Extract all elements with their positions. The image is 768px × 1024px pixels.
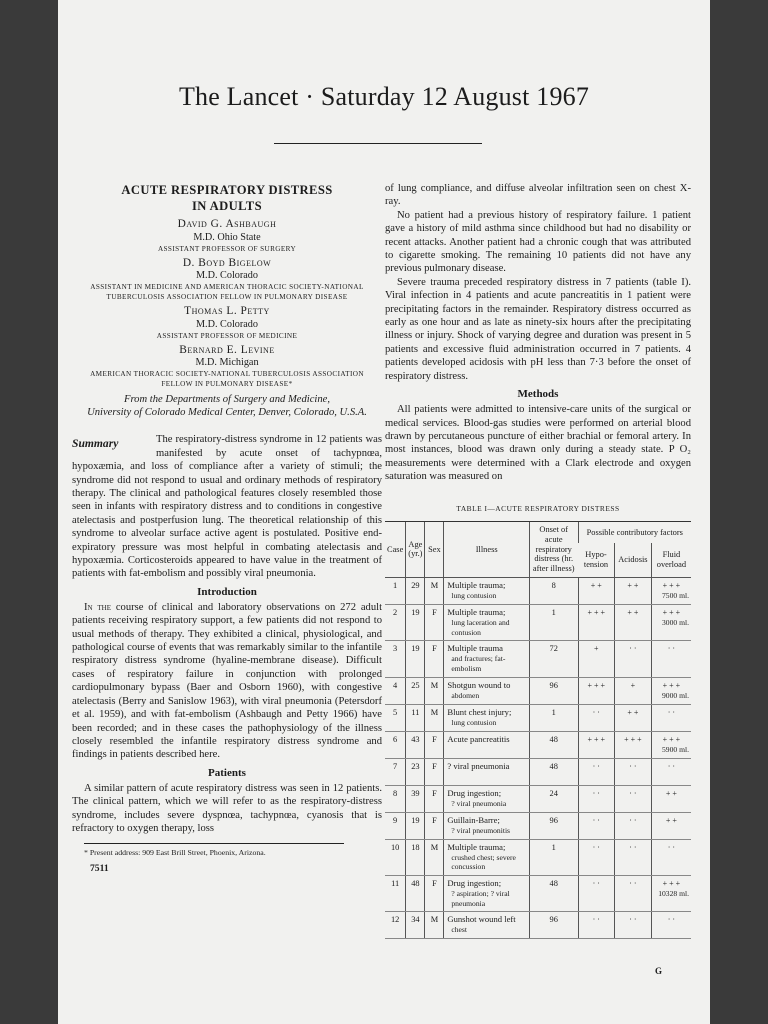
cell-hypotension: · · [578, 912, 615, 939]
header-illness: Illness [444, 521, 530, 577]
header-age: Age (yr.) [406, 521, 425, 577]
right-paragraph-3: Severe trauma preceded respiratory distress in 7 patients (table I). Viral infection in 4 patients and acute pancreatitis in 1 patient were precipitating factors in the remainder. Respiratory distress occurred as early as one hour and as late as ninety-six hours after the precipitating illness or injury. Shock of varying degree and duration was present in 5 patients and excessive fluid administration occurred in 7 patients. 4 patients developed acidosis with pH less than 7·3 before the onset of respiratory distress. [385, 276, 691, 382]
cell-hypotension: + + + [578, 677, 615, 704]
signature-mark: G [654, 966, 662, 976]
cell-fluid-overload: · · [651, 839, 691, 875]
cell-acidosis: · · [615, 812, 652, 839]
journal-masthead: The Lancet · Saturday 12 August 1967 [178, 82, 590, 111]
footnote: * Present address: 909 East Brill Street, Phoenix, Arizona. [84, 848, 266, 858]
cell-onset: 72 [529, 641, 578, 677]
header-factors: Possible contributory factors [578, 521, 691, 543]
cell-onset: 24 [529, 785, 578, 812]
cell-case: 8 [385, 785, 406, 812]
cell-case: 5 [385, 704, 406, 731]
author-block-1 [72, 218, 382, 254]
cell-illness: Shotgun wound to abdomen [444, 677, 530, 704]
cell-onset: 48 [529, 876, 578, 912]
cell-acidosis: · · [615, 785, 652, 812]
table-row [385, 876, 691, 912]
title-line-1: ACUTE RESPIRATORY DISTRESS [121, 183, 333, 197]
header-onset: Onset of acute respiratory distress (hr. after illness) [529, 521, 578, 577]
cell-acidosis: + + [615, 604, 652, 640]
cell-illness: ? viral pneumonia [444, 758, 530, 785]
author-degree: M.D. Colorado [196, 318, 258, 330]
cell-age: 34 [406, 912, 425, 939]
masthead-rule [274, 143, 482, 144]
header-sex: Sex [425, 521, 444, 577]
cell-hypotension: + + [578, 577, 615, 604]
cell-age: 19 [406, 604, 425, 640]
cell-acidosis: + + [615, 577, 652, 604]
cell-hypotension: · · [578, 758, 615, 785]
cell-hypotension: · · [578, 704, 615, 731]
cell-age: 19 [406, 641, 425, 677]
cell-fluid-overload: + + [651, 785, 691, 812]
author-post: ASSISTANT IN MEDICINE AND AMERICAN THORACIC SOCIETY-NATIONAL TUBERCULOSIS ASSOCIATION FELLOW IN PULMONARY DISEASE [90, 283, 364, 302]
cell-acidosis: · · [615, 876, 652, 912]
cell-fluid-overload: · · [651, 641, 691, 677]
introduction-heading: Introduction [197, 585, 257, 598]
author-degree: M.D. Michigan [195, 357, 259, 369]
cell-case: 6 [385, 731, 406, 758]
cell-onset: 96 [529, 812, 578, 839]
patients-text: A similar pattern of acute respiratory distress was seen in 12 patients. The clinical pattern, which we will refer to as the respiratory-distress syndrome, includes severe dyspnœa, tachypnœa, cyanosis that is refractory to oxygen therapy, loss [72, 782, 382, 834]
table-caption: TABLE I—ACUTE RESPIRATORY DISTRESS [456, 503, 620, 513]
journal-page [58, 0, 710, 1024]
cell-age: 23 [406, 758, 425, 785]
table-row [385, 641, 691, 677]
cell-hypotension: · · [578, 839, 615, 875]
cell-hypotension: · · [578, 876, 615, 912]
summary-section [72, 433, 382, 580]
cell-fluid-overload: + + + 10328 ml. [651, 876, 691, 912]
cell-sex: F [425, 758, 444, 785]
summary-label: Summary [72, 437, 119, 451]
table-row [385, 577, 691, 604]
cell-onset: 1 [529, 704, 578, 731]
article-title [72, 182, 382, 214]
cell-onset: 48 [529, 758, 578, 785]
page-number: 7511 [90, 863, 109, 875]
cell-age: 11 [406, 704, 425, 731]
title-line-2: IN ADULTS [192, 199, 262, 213]
cell-case: 7 [385, 758, 406, 785]
cell-sex: F [425, 604, 444, 640]
table-row [385, 912, 691, 939]
cell-sex: F [425, 785, 444, 812]
cell-illness: Multiple trauma; lung contusion [444, 577, 530, 604]
cell-fluid-overload: · · [651, 912, 691, 939]
author-name: Bernard E. Levine [179, 343, 275, 356]
cell-acidosis: · · [615, 839, 652, 875]
cell-age: 18 [406, 839, 425, 875]
table-row [385, 812, 691, 839]
cell-acidosis: · · [615, 758, 652, 785]
cell-fluid-overload: + + + 9000 ml. [651, 677, 691, 704]
cell-illness: Acute pancreatitis [444, 731, 530, 758]
cell-case: 3 [385, 641, 406, 677]
cell-hypotension: + [578, 641, 615, 677]
affiliation: From the Departments of Surgery and Medicine, University of Colorado Medical Center, Denver, Colorado, U.S.A. [87, 394, 367, 419]
cell-onset: 1 [529, 604, 578, 640]
cell-hypotension: · · [578, 785, 615, 812]
right-paragraph-1: of lung compliance, and diffuse alveolar infiltration seen on chest X-ray. [385, 183, 691, 208]
right-column [385, 182, 691, 939]
cell-sex: F [425, 876, 444, 912]
cell-age: 39 [406, 785, 425, 812]
cell-age: 43 [406, 731, 425, 758]
cell-fluid-overload: + + + 5900 ml. [651, 731, 691, 758]
cell-illness: Blunt chest injury; lung contusion [444, 704, 530, 731]
cell-fluid-overload: + + [651, 812, 691, 839]
cell-age: 48 [406, 876, 425, 912]
author-name: David G. Ashbaugh [177, 218, 277, 230]
author-post: AMERICAN THORACIC SOCIETY-NATIONAL TUBERCULOSIS ASSOCIATION FELLOW IN PULMONARY DISEASE* [90, 370, 364, 389]
cell-acidosis: + [615, 677, 652, 704]
table-row [385, 758, 691, 785]
footnote-rule [84, 843, 344, 844]
table-row [385, 677, 691, 704]
author-degree: M.D. Ohio State [193, 231, 261, 243]
header-fluid-overload: Fluid overload [651, 543, 691, 577]
cell-age: 19 [406, 812, 425, 839]
cell-sex: M [425, 577, 444, 604]
table-row [385, 604, 691, 640]
cell-sex: F [425, 812, 444, 839]
cell-age: 25 [406, 677, 425, 704]
cell-age: 29 [406, 577, 425, 604]
table-row [385, 704, 691, 731]
cell-sex: M [425, 704, 444, 731]
cell-case: 10 [385, 839, 406, 875]
cell-illness: Multiple trauma; lung laceration and contusion [444, 604, 530, 640]
cell-acidosis: · · [615, 641, 652, 677]
cell-sex: M [425, 912, 444, 939]
table-row [385, 731, 691, 758]
methods-text: All patients were admitted to intensive-care units of the surgical or medical services. Blood-gas studies were performed on arterial blood drawn by percutaneous puncture of either brachial or femoral artery. In most instances, blood was drawn only during a steady state. P O₂ measurements were determined with a Clark electrode and oxygen saturation was measured on [385, 404, 691, 483]
cell-sex: M [425, 677, 444, 704]
author-block-2 [72, 257, 382, 303]
cell-illness: Gunshot wound left chest [444, 912, 530, 939]
cell-hypotension: + + + [578, 604, 615, 640]
author-post: ASSISTANT PROFESSOR OF SURGERY [157, 244, 297, 253]
right-paragraph-2: No patient had a previous history of respiratory failure. 1 patient gave a history of mild asthma since childhood but had no disability or recent attacks. Another patient had a chronic cough that was attributed to cigarette smoking. The remaining 10 patients did not have any previous pulmonary disease. [385, 209, 691, 275]
cell-fluid-overload: · · [651, 704, 691, 731]
cell-fluid-overload: · · [651, 758, 691, 785]
methods-heading: Methods [517, 388, 559, 401]
cell-acidosis: + + [615, 704, 652, 731]
patients-heading: Patients [208, 766, 246, 779]
cell-case: 9 [385, 812, 406, 839]
cell-onset: 1 [529, 839, 578, 875]
cell-hypotension: + + + [578, 731, 615, 758]
cell-illness: Guillain-Barre; ? viral pneumonitis [444, 812, 530, 839]
table-row [385, 785, 691, 812]
introduction-text: In the course of clinical and laboratory observations on 272 adult patients receiving respiratory support, a few patients did not respond to usual methods of therapy. They exhibited a clinical, physiological, and pathological course of events that was remarkably similar to the infantile respiratory distress syndrome (hyaline-membrane disease). Difficult cases of respiratory failure in conjunction with prolonged cardiopulmonary bypass (Baer and Osborn 1960), with congestive atelectasis (Berry and Sanislow 1963), with viral pneumonia (Petersdorf et al. 1959), and with fat-embolism (Ashbaugh and Petty 1966) have been recorded; and in these cases the pathophysiology of the illness closely resembled the infantile respiratory distress syndrome and findings in patients described here. [72, 601, 383, 761]
cell-case: 4 [385, 677, 406, 704]
cell-case: 1 [385, 577, 406, 604]
cell-onset: 96 [529, 677, 578, 704]
author-name: D. Boyd Bigelow [182, 256, 272, 269]
cell-fluid-overload: + + + 7500 ml. [651, 577, 691, 604]
author-name: Thomas L. Petty [184, 305, 270, 318]
header-acidosis: Acidosis [615, 543, 652, 577]
cell-illness: Drug ingestion; ? aspiration; ? viral pneumonia [444, 876, 530, 912]
author-post: ASSISTANT PROFESSOR OF MEDICINE [156, 331, 298, 340]
table-body [385, 577, 691, 939]
cell-fluid-overload: + + + 3000 ml. [651, 604, 691, 640]
cell-sex: M [425, 839, 444, 875]
summary-text: The respiratory-distress syndrome in 12 patients was manifested by acute onset of tachypnœa, hypoxæmia, and loss of compliance after a variety of stimuli; the syndrome did not respond to usual and ordinary methods of respiratory therapy. The clinical and pathological features closely resembled those seen in infants with respiratory distress and to conditions in congestive atelectasis and postperfusion lung. The theoretical relationship of this syndrome to alveolar surface active agent is postulated. Positive end-expiratory pressure was most helpful in combating atelectasis and hypoxæmia. Corticosteroids appeared to have value in the treatment of patients with fat-embolism and possibly viral pneumonia. [72, 434, 382, 580]
cell-hypotension: · · [578, 812, 615, 839]
left-column [72, 182, 382, 876]
cell-illness: Multiple trauma and fractures; fat-embolism [444, 641, 530, 677]
cell-onset: 96 [529, 912, 578, 939]
data-table [385, 521, 691, 940]
cell-case: 11 [385, 876, 406, 912]
cell-onset: 48 [529, 731, 578, 758]
author-degree: M.D. Colorado [196, 270, 258, 282]
author-block-3 [72, 305, 382, 341]
author-block-4 [72, 344, 382, 390]
cell-case: 2 [385, 604, 406, 640]
header-hypotension: Hypo-tension [578, 543, 615, 577]
cell-case: 12 [385, 912, 406, 939]
header-case: Case [385, 521, 406, 577]
cell-illness: Multiple trauma; crushed chest; severe concussion [444, 839, 530, 875]
table-row [385, 839, 691, 875]
cell-sex: F [425, 731, 444, 758]
cell-illness: Drug ingestion; ? viral pneumonia [444, 785, 530, 812]
cell-acidosis: · · [615, 912, 652, 939]
cell-acidosis: + + + [615, 731, 652, 758]
cell-sex: F [425, 641, 444, 677]
cell-onset: 8 [529, 577, 578, 604]
